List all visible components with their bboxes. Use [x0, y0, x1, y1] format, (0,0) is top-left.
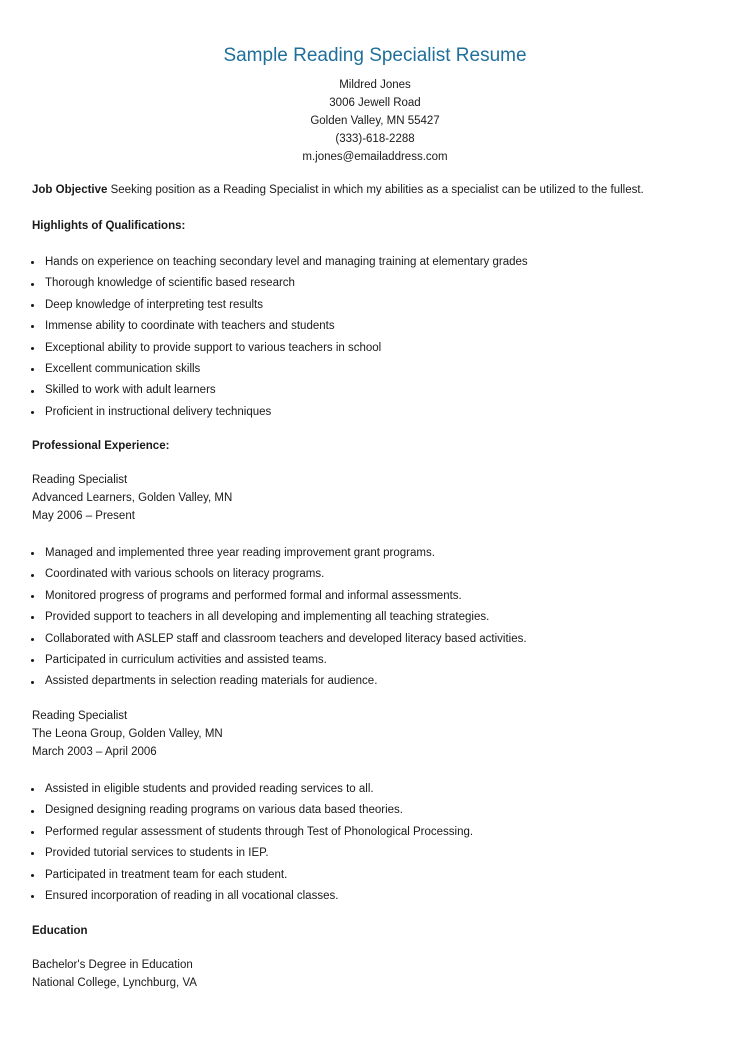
- highlights-heading: Highlights of Qualifications:: [32, 220, 186, 232]
- education-heading: Education: [32, 925, 88, 937]
- list-item: Deep knowledge of interpreting test results: [0, 295, 528, 316]
- bullet-icon: [31, 304, 34, 307]
- list-item: Proficient in instructional delivery techniques: [0, 402, 528, 423]
- bullet-icon: [31, 788, 34, 791]
- experience-heading: Professional Experience:: [32, 440, 170, 452]
- contact-email: m.jones@emailaddress.com: [302, 151, 448, 163]
- job-dates: March 2003 – April 2006: [32, 746, 157, 758]
- job-entry-2: [32, 707, 223, 761]
- job-title: Reading Specialist: [32, 710, 128, 722]
- bullet-icon: [31, 283, 34, 286]
- bullet-icon: [31, 325, 34, 328]
- highlights-list: [0, 252, 528, 423]
- bullet-icon: [31, 874, 34, 877]
- objective-text: Seeking position as a Reading Specialist in which my abilities as a specialist can be utilized to the fullest.: [107, 184, 644, 196]
- list-item: Skilled to work with adult learners: [0, 380, 528, 401]
- contact-block: [0, 76, 750, 166]
- list-item: Performed regular assessment of students through Test of Phonological Processing.: [0, 822, 473, 843]
- list-item: Collaborated with ASLEP staff and classroom teachers and developed literacy based activities.: [0, 629, 527, 650]
- bullet-icon: [31, 347, 34, 350]
- list-item: Assisted departments in selection reading materials for audience.: [0, 671, 527, 692]
- education-school: National College, Lynchburg, VA: [32, 977, 197, 989]
- list-item: Monitored progress of programs and performed formal and informal assessments.: [0, 586, 527, 607]
- bullet-icon: [31, 852, 34, 855]
- job-employer: Advanced Learners, Golden Valley, MN: [32, 492, 233, 504]
- bullet-icon: [31, 574, 34, 577]
- bullet-icon: [31, 616, 34, 619]
- list-item: Thorough knowledge of scientific based research: [0, 273, 528, 294]
- contact-city: Golden Valley, MN 55427: [310, 115, 440, 127]
- list-item: Managed and implemented three year reading improvement grant programs.: [0, 543, 527, 564]
- list-item: Exceptional ability to provide support to various teachers in school: [0, 338, 528, 359]
- bullet-icon: [31, 552, 34, 555]
- objective-label: Job Objective: [32, 184, 108, 196]
- list-item: Participated in curriculum activities and assisted teams.: [0, 650, 527, 671]
- job-2-duties: [0, 779, 473, 907]
- list-item: Immense ability to coordinate with teachers and students: [0, 316, 528, 337]
- job-employer: The Leona Group, Golden Valley, MN: [32, 728, 223, 740]
- bullet-icon: [31, 261, 34, 264]
- list-item: Participated in treatment team for each student.: [0, 865, 473, 886]
- bullet-icon: [31, 659, 34, 662]
- page-title: Sample Reading Specialist Resume: [223, 45, 527, 66]
- bullet-icon: [31, 390, 34, 393]
- bullet-icon: [31, 368, 34, 371]
- job-objective: [32, 181, 722, 199]
- list-item: Assisted in eligible students and provided reading services to all.: [0, 779, 473, 800]
- contact-name: Mildred Jones: [339, 79, 411, 91]
- bullet-icon: [31, 638, 34, 641]
- list-item: Designed designing reading programs on various data based theories.: [0, 800, 473, 821]
- education-entry: [32, 956, 197, 992]
- list-item: Ensured incorporation of reading in all vocational classes.: [0, 886, 473, 907]
- list-item: Hands on experience on teaching secondary level and managing training at elementary grades: [0, 252, 528, 273]
- list-item: Provided support to teachers in all developing and implementing all teaching strategies.: [0, 607, 527, 628]
- job-dates: May 2006 – Present: [32, 510, 135, 522]
- bullet-icon: [31, 595, 34, 598]
- bullet-icon: [31, 895, 34, 898]
- contact-phone: (333)-618-2288: [335, 133, 415, 145]
- bullet-icon: [31, 411, 34, 414]
- contact-street: 3006 Jewell Road: [329, 97, 421, 109]
- bullet-icon: [31, 831, 34, 834]
- job-entry-1: [32, 471, 232, 525]
- job-1-duties: [0, 543, 527, 693]
- list-item: Excellent communication skills: [0, 359, 528, 380]
- list-item: Coordinated with various schools on literacy programs.: [0, 564, 527, 585]
- bullet-icon: [31, 681, 34, 684]
- education-degree: Bachelor's Degree in Education: [32, 959, 193, 971]
- bullet-icon: [31, 810, 34, 813]
- job-title: Reading Specialist: [32, 474, 128, 486]
- list-item: Provided tutorial services to students in IEP.: [0, 843, 473, 864]
